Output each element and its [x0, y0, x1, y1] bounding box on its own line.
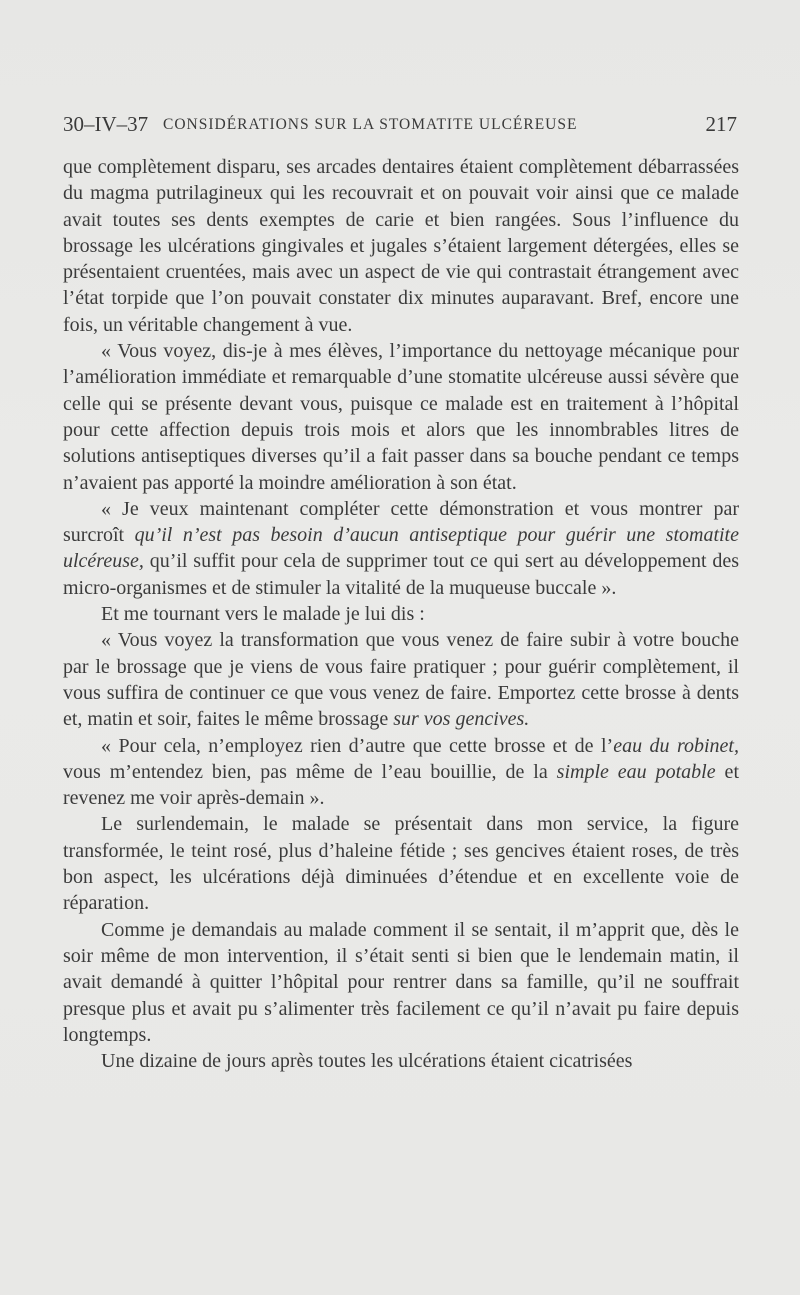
- paragraph: [63, 338, 739, 496]
- italic-emphasis: simple eau potable: [556, 760, 716, 783]
- italic-emphasis: sur vos gencives.: [393, 708, 530, 731]
- body-text: [63, 154, 739, 1074]
- italic-emphasis: qu’il n’est pas besoin d’aucun antiseptique pour guérir une stomatite ulcéreuse,: [63, 524, 739, 573]
- paragraph-text: « Pour cela, n’employez rien d’autre que cette brosse et de l’: [101, 734, 614, 757]
- paragraph: [63, 811, 739, 916]
- paragraph: [63, 917, 739, 1048]
- paragraph: [63, 601, 739, 627]
- header-date: 30–IV–37: [63, 112, 149, 136]
- page-number: 217: [705, 112, 737, 136]
- paragraph-text: et revenez me voir après-demain ».: [63, 760, 739, 810]
- running-title: CONSIDÉRATIONS SUR LA STOMATITE ULCÉREUSE: [163, 116, 578, 133]
- paragraph-text: que complètement disparu, ses arcades dentaires étaient complètement débarrassées du magma putrilagineux qui les recouvrait et on pouvait voir ainsi que ce malade avait toutes ses dents exemptes de carie et bien rangées. Sous l’influence du brossage les ulcérations gingivales et jugales s’étaient largement détergées, elles se présentaient cruentées, mais avec un aspect de vie qui contrastait étrangement avec l’état torpide que l’on pouvait constater dix minutes auparavant. Bref, encore une fois, un véritable changement à vue.: [63, 156, 739, 336]
- paragraph-text: « Je veux maintenant compléter cette démonstration et vous montrer par surcroît: [63, 497, 739, 547]
- paragraph-text: Une dizaine de jours après toutes les ulcérations étaient cicatrisées: [101, 1050, 633, 1073]
- paragraph-text: « Vous voyez, dis-je à mes élèves, l’importance du nettoyage mécanique pour l’amélioration immédiate et remarquable d’une stomatite ulcéreuse aussi sévère que celle qui se présente devant vous, puisque ce malade est en traitement à l’hôpital pour cette affection depuis trois mois et alors que les innombrables litres de solutions antiseptiques diverses qu’il a fait passer dans sa bouche pendant ce temps n’avaient pas apporté la moindre amélioration à son état.: [63, 340, 739, 494]
- running-header: [63, 112, 739, 138]
- paragraph: [63, 627, 739, 732]
- paragraph: [63, 1048, 739, 1074]
- paragraph-text: qu’il suffit pour cela de supprimer tout ce qui sert au développement des micro-organismes et de stimuler la vitalité de la muqueuse buccale ».: [63, 550, 739, 599]
- paragraph-text: Comme je demandais au malade comment il se sentait, il m’apprit que, dès le soir même de mon intervention, il s’était senti si bien que le lendemain matin, il avait demandé à quitter l’hôpital pour rentrer dans sa famille, qu’il ne souffrait presque plus et avait pu s’alimenter très facilement ce qu’il n’avait pu faire depuis longtemps.: [63, 918, 739, 1046]
- paragraph-text: vous m’entendez bien, pas même de l’eau bouillie, de la: [63, 760, 557, 783]
- paragraph-text: Le surlendemain, le malade se présentait dans mon service, la figure transformée, le teint rosé, plus d’haleine fétide ; ses gencives étaient roses, de très bon aspect, les ulcérations déjà diminuées d’étendue et en excellente voie de réparation.: [63, 813, 739, 915]
- paragraph: [63, 733, 739, 812]
- paragraph-continuation: [63, 154, 739, 338]
- italic-emphasis: eau du robinet,: [613, 734, 739, 757]
- paragraph-text: Et me tournant vers le malade je lui dis :: [101, 603, 425, 626]
- paragraph: [63, 496, 739, 601]
- paragraph-text: « Vous voyez la transformation que vous venez de faire subir à votre bouche par le brossage que je viens de vous faire pratiquer ; pour guérir complètement, il vous suffira de continuer ce que vous venez de faire. Emportez cette brosse à dents et, matin et soir, faites le même brossage: [63, 629, 739, 731]
